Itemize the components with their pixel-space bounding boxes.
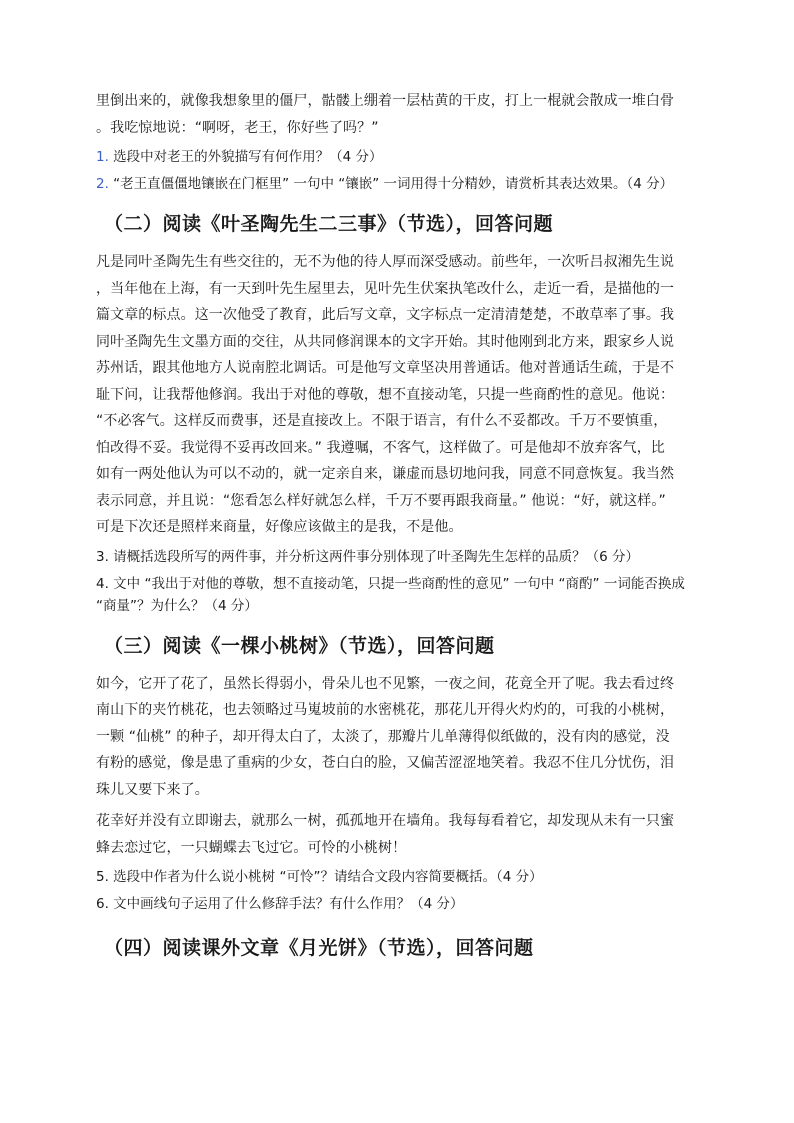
text-line: 蜂去恋过它，一只蝴蝶去飞过它。可怜的小桃树！ [96,839,407,856]
question-text: 文中画线句子运用了什么修辞手法？有什么作用？（4 分） [108,896,464,912]
section-heading-3: （三）阅读《一棵小桃树》（节选），回答问题 [104,634,495,657]
section-heading-2: （二）阅读《叶圣陶先生二三事》（节选），回答问题 [104,213,554,235]
question-text: 文中 “我出于对他的尊敬，想不直接动笔，只提一些商酌性的意见” 一句中 “商酌” 一词能否换成 “商量”？为什么？（4 分） [96,575,685,614]
document-page [96,88,702,963]
section-heading-4: （四）阅读课外文章《月光饼》（节选），回答问题 [104,937,534,959]
text-line: 凡是同叶圣陶先生有些交往的，无不为他的待人厚而深受感动。前些年，一次听吕叔湘先生说 [96,254,675,270]
text-line: 一颗 “仙桃” 的种子，却开得太白了，太淡了，那瓣片儿单薄得似纸做的，没有肉的感觉，没 [96,728,670,745]
laowang-excerpt-tail [96,88,702,141]
question-text: “老王直僵僵地镶嵌在门框里” 一句中 “镶嵌” 一词用得十分精妙，请赏析其表达效果。（4 分） [108,176,674,192]
text-line: 花幸好并没有立即谢去，就那么一树，孤孤地开在墙角。我每每看着它，却发现从未有一只蜜 [96,813,675,829]
text-line: 表示同意，并且说：“您看怎么样好就怎么样，千万不要再跟我商量。” 他说：“好，就这样。” [96,492,666,509]
question-number: 2. [96,176,109,192]
question-number: 6. [96,896,109,912]
question-3 [96,546,702,568]
question-text: 请概括选段所写的两件事，并分析这两件事分别体现了叶圣陶先生怎样的品质？（6 分） [108,548,640,565]
question-1 [96,146,702,168]
question-number: 5. [96,869,109,885]
text-line: 如今，它开了花了，虽然长得弱小，骨朵儿也不见繁，一夜之间，花竟全开了呢。我去看过终 [96,675,675,692]
text-line: ，当年他在上海，有一天到叶先生屋里去，见叶先生伏案执笔改什么，走近一看，是描他的一 [96,280,675,297]
text-line: 。我吃惊地说：“啊呀，老王，你好些了吗？” [96,119,379,136]
question-number: 3. [96,548,109,565]
text-line: 南山下的夹竹桃花，也去领略过马嵬坡前的水密桃花，那花儿开得火灼灼的，可我的小桃树， [96,702,675,718]
text-line: 里倒出来的，就像我想象里的僵尸，骷髅上绷着一层枯黄的干皮，打上一棍就会散成一堆白骨 [96,93,675,109]
text-line: 同叶圣陶先生文墨方面的交往，从共同修润课本的文字开始。其时他刚到北方来，跟家乡人说 [96,333,675,350]
peach-tree-excerpt-para2 [96,808,702,861]
text-line: “不必客气。这样反而费事，还是直接改上。不限于语言，有什么不妥都改。千万不要慎重， [96,413,668,429]
question-6 [96,893,702,915]
text-line: 苏州话，跟其他地方人说南腔北调话。可是他写文章坚决用普通话。他对普通话生疏，于是不 [96,360,675,376]
question-4 [96,573,702,617]
question-text: 选段中对老王的外貌描写有何作用？（4 分） [108,149,383,165]
text-line: 珠儿又要下来了。 [96,781,209,798]
text-line: 有粉的感觉，像是患了重病的少女，苍白白的脸，又偏苦涩涩地笑着。我忍不住几分忧伤，泪 [96,755,675,771]
text-line: 可是下次还是照样来商量，好像应该做主的是我，不是他。 [96,519,463,535]
text-line: 篇文章的标点。这一次他受了教育，此后写文章，文字标点一定清清楚楚，不敢草率了事。我 [96,307,675,323]
yeshengtao-excerpt [96,249,702,541]
question-5 [96,866,702,888]
question-2 [96,173,702,195]
question-text: 选段中作者为什么说小桃树 “可怜”？请结合文段内容简要概括。（4 分） [108,869,543,885]
peach-tree-excerpt-para1 [96,671,702,804]
text-line: 耻下问，让我帮他修润。我出于对他的尊敬，想不直接动笔，只提一些商酌性的意见。他说： [96,386,675,403]
question-number: 4. [96,575,109,592]
question-number: 1. [96,149,109,165]
text-line: 如有一两处他认为可以不动的，就一定亲自来，谦虚而恳切地问我，同意不同意恢复。我当然 [96,466,675,482]
text-line: 怕改得不妥。我觉得不妥再改回来。” 我遵嘱，不客气，这样做了。可是他却不放弃客气，比 [96,439,665,456]
